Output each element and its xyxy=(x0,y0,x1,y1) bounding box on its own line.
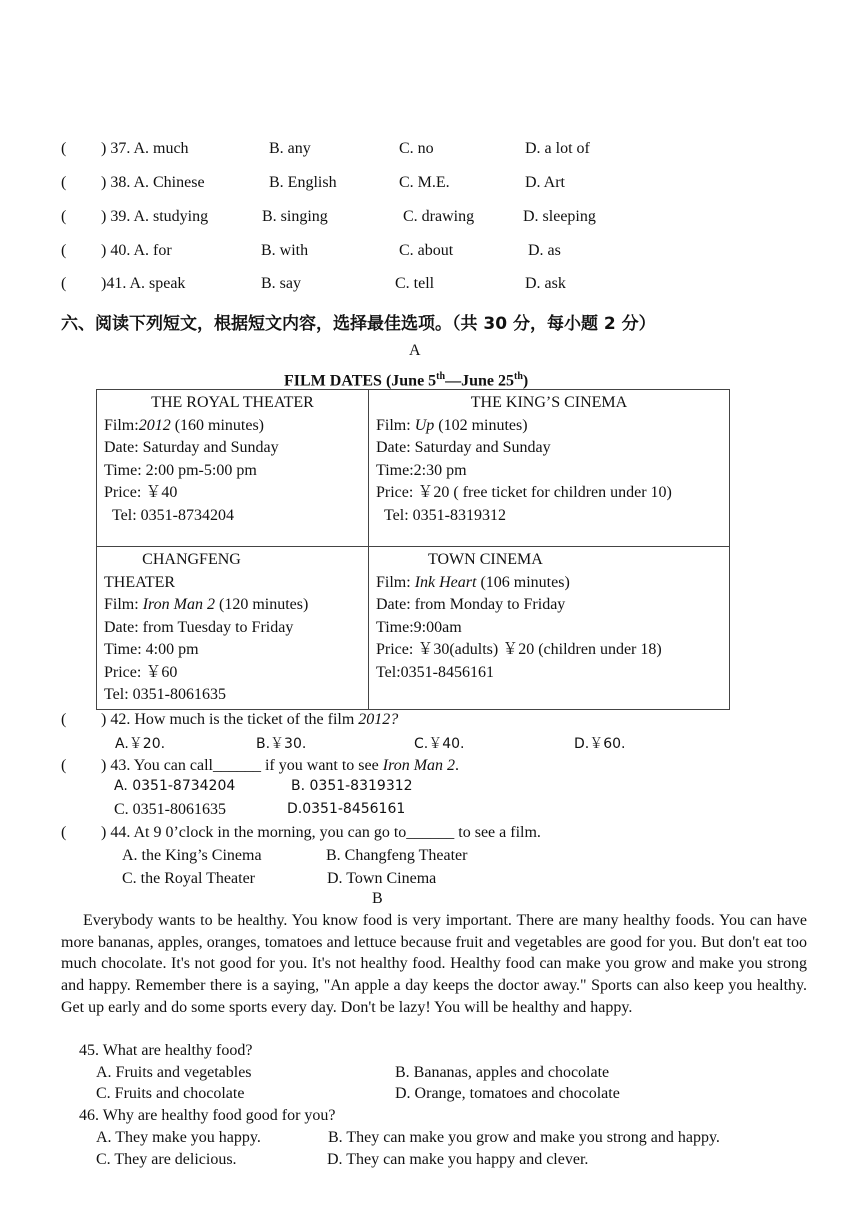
option-b: B. singing xyxy=(262,208,328,225)
town-cinema-cell xyxy=(369,547,730,710)
answer-paren: ( xyxy=(61,275,67,292)
answer-paren: ( xyxy=(61,140,67,157)
film-line: Film:2012 (160 minutes) xyxy=(104,416,265,434)
option-d: D. as xyxy=(528,242,561,259)
option-d: D. Art xyxy=(525,174,565,191)
option-d: D. sleeping xyxy=(523,208,596,225)
question-stem: ) 44. At 9 0’clock in the morning, you can go to______ to see a film. xyxy=(101,824,541,841)
option-c: C. the Royal Theater xyxy=(122,870,255,887)
passage-b-label: B xyxy=(372,890,383,907)
film-line: Film: Iron Man 2 (120 minutes) xyxy=(104,596,309,613)
option-c: C. drawing xyxy=(403,208,475,225)
option-b: B. any xyxy=(269,140,311,157)
answer-paren: ( xyxy=(61,208,67,225)
option-a: ) 39. A. studying xyxy=(101,208,209,225)
option-a: ) 37. A. much xyxy=(101,140,189,157)
option-c: C. tell xyxy=(395,275,435,292)
changfeng-theater-cell xyxy=(97,547,369,710)
time-line: Time: 2:00 pm-5:00 pm xyxy=(104,461,257,479)
time-line: Time:2:30 pm xyxy=(376,461,467,479)
price-line: Price: ￥60 xyxy=(104,663,178,681)
option-b: B. Changfeng Theater xyxy=(326,847,468,864)
cinema-name: THE KING’S CINEMA xyxy=(470,394,628,411)
film-line: Film: Ink Heart (106 minutes) xyxy=(376,573,570,591)
date-line: Date: Saturday and Sunday xyxy=(104,439,279,456)
option-c: C. M.E. xyxy=(399,174,450,191)
question-stem: 46. Why are healthy food good for you? xyxy=(79,1107,336,1124)
answer-paren: ( xyxy=(61,242,67,259)
time-line: Time:9:00am xyxy=(376,618,462,636)
option-a: A.￥20. xyxy=(115,736,166,752)
film-schedule-table xyxy=(96,389,730,710)
option-d: D. They can make you happy and clever. xyxy=(327,1151,589,1168)
cinema-name-cont: THEATER xyxy=(104,573,176,591)
tel-line: Tel: 0351-8061635 xyxy=(104,686,226,703)
answer-paren: ( xyxy=(61,174,67,191)
option-c: C. Fruits and chocolate xyxy=(96,1085,245,1102)
option-a: A. They make you happy. xyxy=(96,1129,261,1146)
date-line: Date: from Monday to Friday xyxy=(376,596,566,613)
option-a: A. 0351-8734204 xyxy=(114,778,236,794)
option-b: B. 0351-8319312 xyxy=(291,778,413,794)
option-c: C. 0351-8061635 xyxy=(114,801,226,818)
option-a: ) 40. A. for xyxy=(101,242,172,259)
option-c: C.￥40. xyxy=(414,736,465,752)
kings-cinema-cell xyxy=(369,390,730,547)
film-line: Film: Up (102 minutes) xyxy=(376,416,528,434)
passage-a-label: A xyxy=(409,342,421,359)
option-b: B. They can make you grow and make you strong and happy. xyxy=(328,1129,720,1146)
option-c: C. about xyxy=(399,242,454,259)
option-a: A. Fruits and vegetables xyxy=(96,1064,252,1081)
price-line: Price: ￥40 xyxy=(104,484,178,501)
price-line: Price: ￥30(adults) ￥20 (children under 18) xyxy=(376,641,662,658)
time-line: Time: 4:00 pm xyxy=(104,641,199,658)
option-a: ) 38. A. Chinese xyxy=(101,174,205,191)
question-stem: 45. What are healthy food? xyxy=(79,1042,253,1059)
answer-paren: ( xyxy=(61,824,67,841)
cinema-name: TOWN CINEMA xyxy=(428,551,543,568)
cinema-name: THE ROYAL THEATER xyxy=(151,394,314,411)
tel-line: Tel: 0351-8319312 xyxy=(384,506,506,524)
option-b: B. English xyxy=(269,174,337,191)
option-b: B.￥30. xyxy=(256,736,307,752)
royal-theater-cell xyxy=(97,390,369,547)
section-heading: 六、阅读下列短文，根据短文内容，选择最佳选项。（共 30 分，每小题 2 分） xyxy=(61,314,656,334)
option-b: B. with xyxy=(261,242,309,259)
tel-line: Tel: 0351-8734204 xyxy=(112,506,234,524)
question-stem: ) 42. How much is the ticket of the film 2012? xyxy=(101,711,399,728)
option-b: B. say xyxy=(261,275,301,292)
passage-b-text: Everybody wants to be healthy. You know food is very important. There are many healthy foods. You can have more bananas, apples, oranges, tomatoes and lettuce because fruit and vegetables are good for you. But don't eat too much chocolate. It's not good for you. It's not healthy food. Healthy food can make you grow and make you strong and happy. Remember there is a saying, "An apple a day keeps the doctor away." Sports can also keep you healthy. Get up early and do some sports every day. Don't be lazy! You will be healthy and happy. xyxy=(61,912,807,1016)
film-dates-title: FILM DATES (June 5th—June 25th) xyxy=(284,371,529,390)
tel-line: Tel:0351-8456161 xyxy=(376,663,494,681)
option-d: D. ask xyxy=(525,275,566,292)
option-a: A. the King’s Cinema xyxy=(122,847,262,864)
date-line: Date: from Tuesday to Friday xyxy=(104,618,294,636)
option-a: )41. A. speak xyxy=(101,275,186,292)
option-d: D.0351-8456161 xyxy=(287,801,406,817)
option-c: C. no xyxy=(399,140,434,157)
question-stem: ) 43. You can call______ if you want to see Iron Man 2. xyxy=(101,757,460,774)
cinema-name: CHANGFENG xyxy=(142,551,241,568)
date-line: Date: Saturday and Sunday xyxy=(376,439,551,456)
price-line: Price: ￥20 ( free ticket for children under 10) xyxy=(376,484,672,501)
option-d: D. Orange, tomatoes and chocolate xyxy=(395,1085,620,1102)
option-d: D. a lot of xyxy=(525,140,590,157)
option-d: D.￥60. xyxy=(574,736,626,752)
option-b: B. Bananas, apples and chocolate xyxy=(395,1064,610,1081)
answer-paren: ( xyxy=(61,757,67,774)
option-c: C. They are delicious. xyxy=(96,1151,237,1168)
option-d: D. Town Cinema xyxy=(327,870,437,887)
answer-paren: ( xyxy=(61,711,67,728)
